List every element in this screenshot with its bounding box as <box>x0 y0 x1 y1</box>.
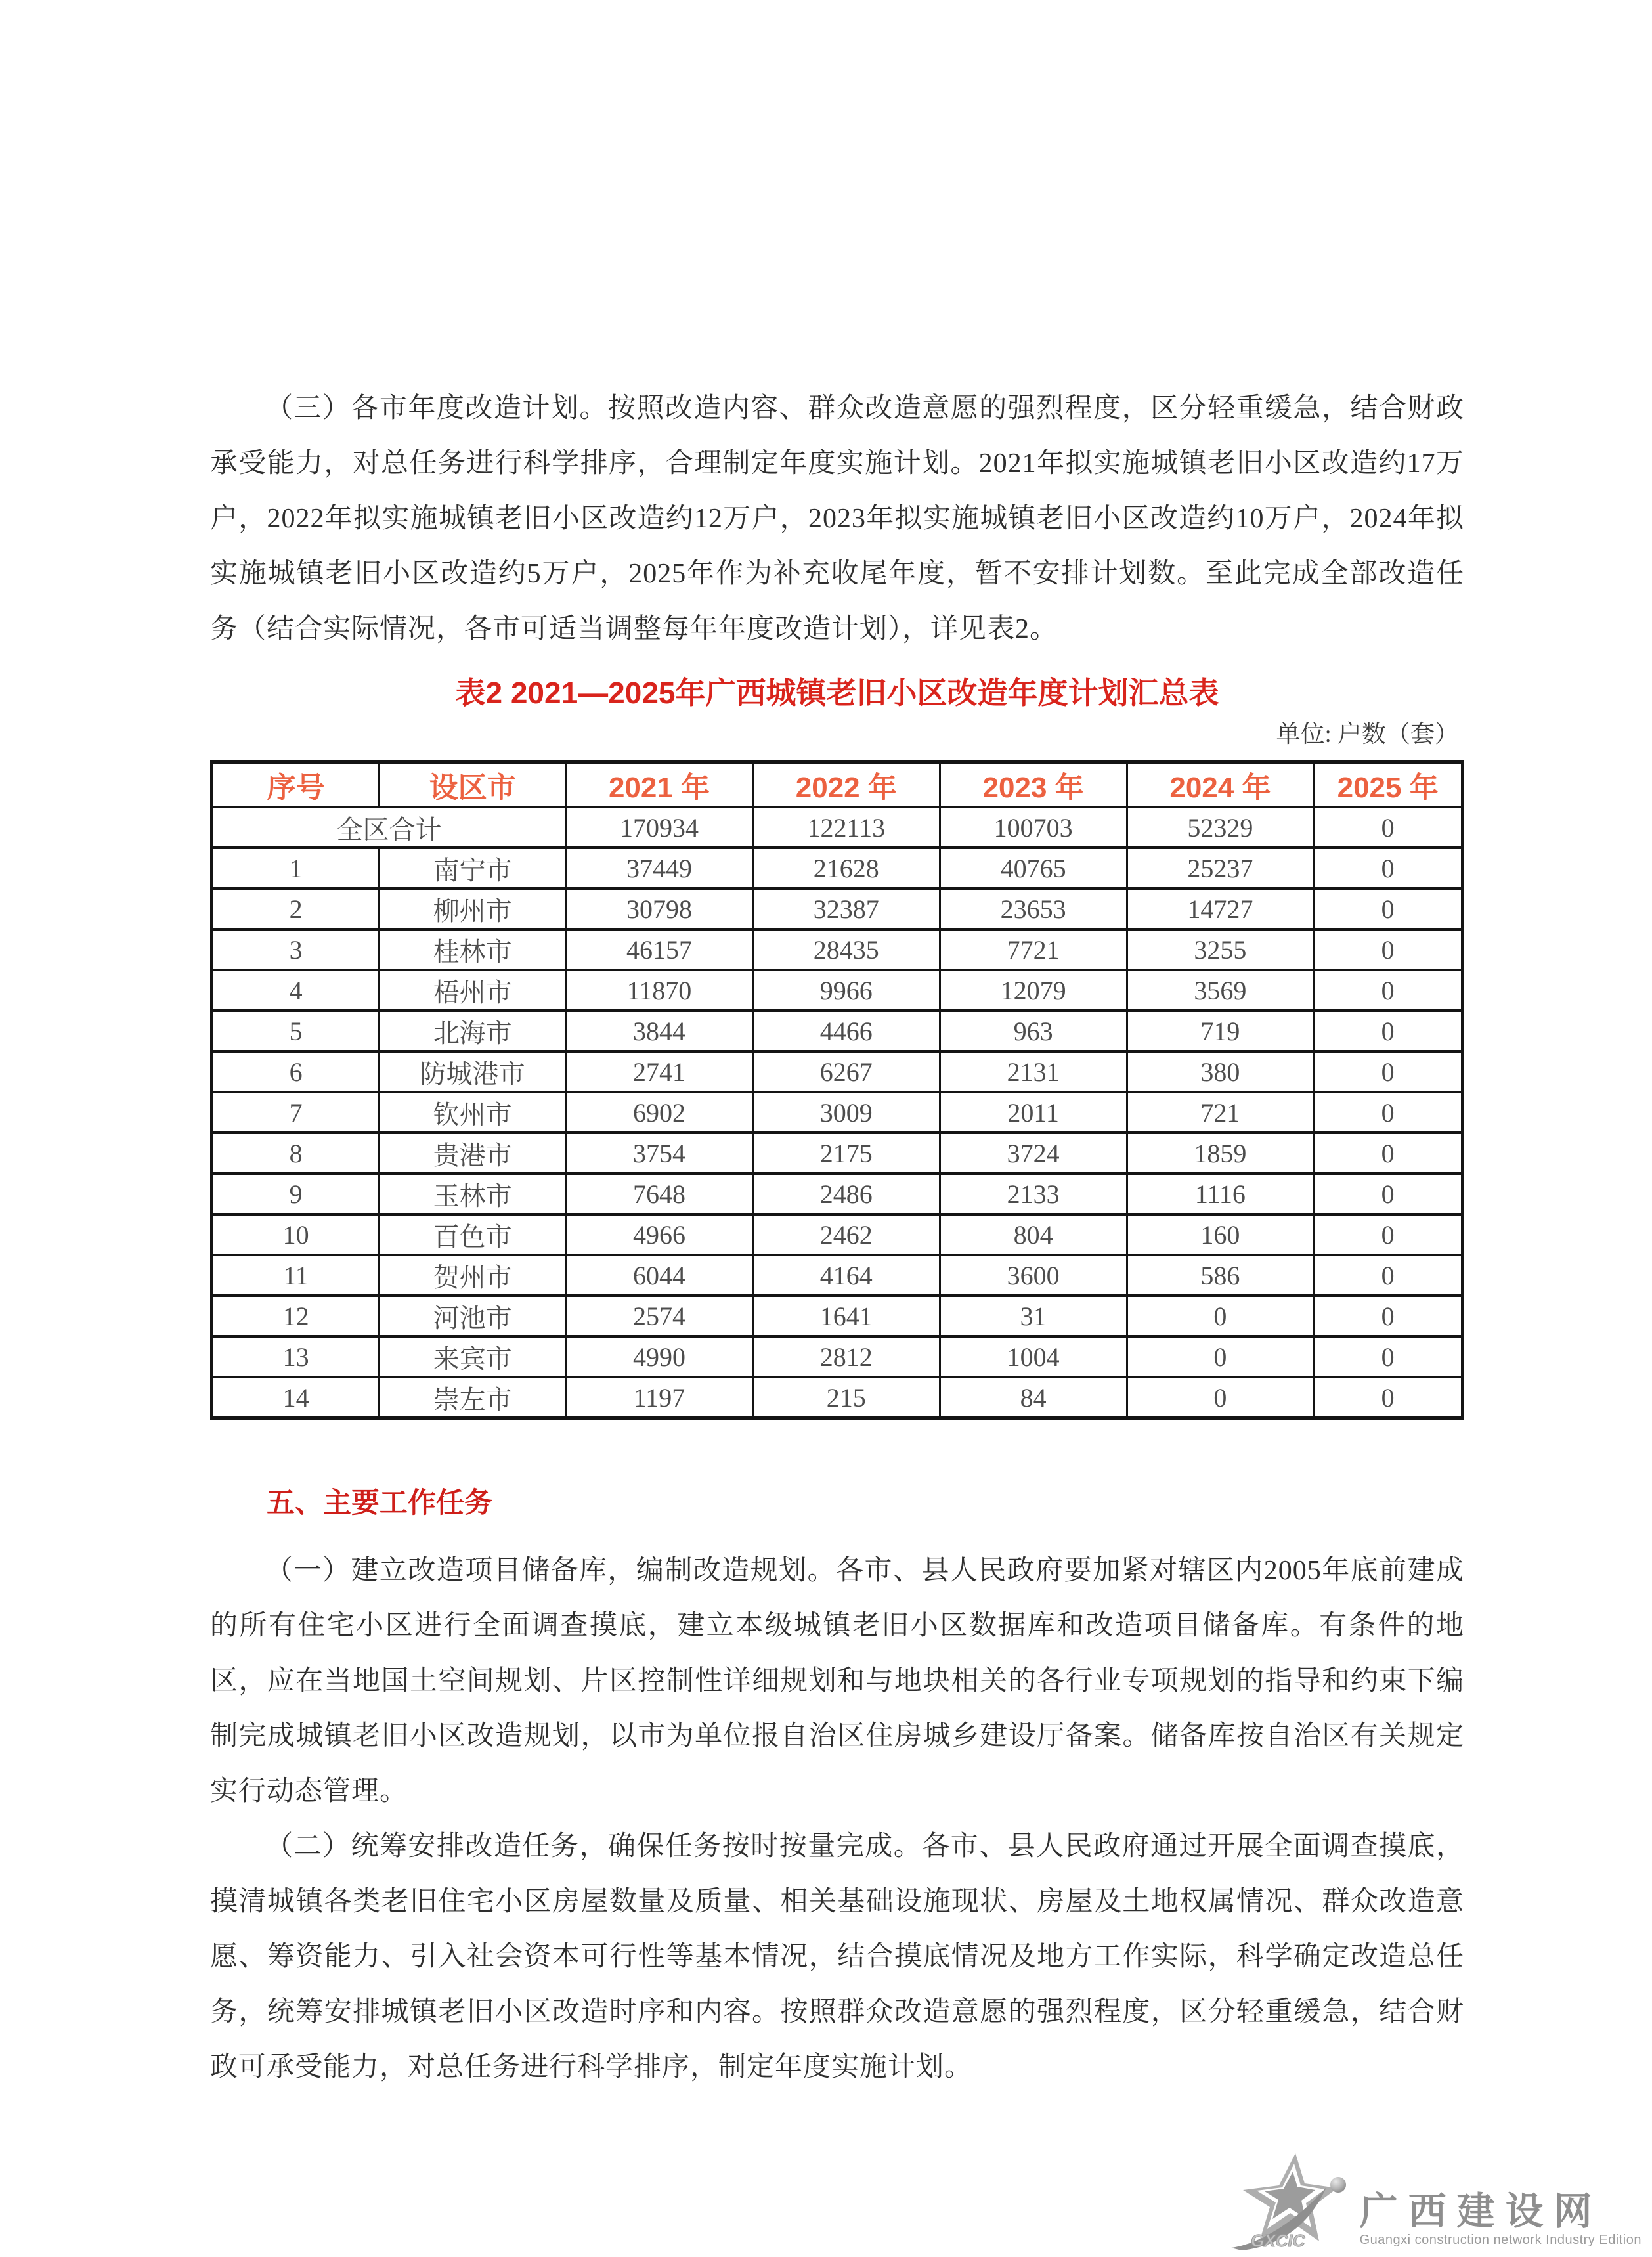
table-cell: 2462 <box>752 1214 940 1255</box>
table-cell: 3754 <box>566 1133 753 1173</box>
table-cell: 721 <box>1127 1092 1314 1133</box>
table-cell: 6267 <box>752 1051 940 1092</box>
table-cell: 9966 <box>752 970 940 1011</box>
table-cell: 2 <box>212 888 380 929</box>
table-unit-label: 单位: 户数（套） <box>1276 721 1459 748</box>
table-cell: 2812 <box>752 1336 940 1377</box>
column-header: 2025 年 <box>1314 762 1463 808</box>
table-cell: 8 <box>212 1133 380 1173</box>
table-cell: 14727 <box>1127 888 1314 929</box>
table-cell: 3255 <box>1127 929 1314 970</box>
gxcic-star-icon <box>1219 2151 1351 2250</box>
table-cell: 25237 <box>1127 848 1314 888</box>
table-cell: 1197 <box>566 1377 753 1418</box>
table-cell: 23653 <box>940 888 1127 929</box>
table-cell: 0 <box>1127 1377 1314 1418</box>
table-row <box>212 888 1463 929</box>
table-row <box>212 1092 1463 1133</box>
table-cell: 11 <box>212 1255 380 1296</box>
table-cell: 380 <box>1127 1051 1314 1092</box>
table-cell: 百色市 <box>380 1214 566 1255</box>
table-row <box>212 1255 1463 1296</box>
table-row <box>212 929 1463 970</box>
table-row <box>212 1011 1463 1051</box>
table-cell: 1 <box>212 848 380 888</box>
table-cell: 6902 <box>566 1092 753 1133</box>
table-cell: 0 <box>1314 1011 1463 1051</box>
column-header: 序号 <box>212 762 380 808</box>
table-cell: 0 <box>1314 1051 1463 1092</box>
table-cell: 52329 <box>1127 807 1314 848</box>
table-cell: 160 <box>1127 1214 1314 1255</box>
table-cell: 21628 <box>752 848 940 888</box>
table-row <box>212 1214 1463 1255</box>
table-cell: 4164 <box>752 1255 940 1296</box>
table-cell: 4990 <box>566 1336 753 1377</box>
table-cell: 100703 <box>940 807 1127 848</box>
table-cell: 3009 <box>752 1092 940 1133</box>
column-header: 2022 年 <box>752 762 940 808</box>
task-paragraph-one: （一）建立改造项目储备库，编制改造规划。各市、县人民政府要加紧对辖区内2005年底前建成的所有住宅小区进行全面调查摸底，建立本级城镇老旧小区数据库和改造项目储备库。有条件的地区，应在当地国土空间规划、片区控制性详细规划和与地块相关的各行业专项规划的指导和约束下编制完成城镇老旧小区改造规划，以市为单位报自治区住房城乡建设厅备案。储备库按自治区有关规定实行动态管理。 <box>210 1556 1464 1807</box>
table-cell: 5 <box>212 1011 380 1051</box>
table-cell: 钦州市 <box>380 1092 566 1133</box>
table-cell: 0 <box>1314 1092 1463 1133</box>
annual-plan-table <box>210 760 1464 1420</box>
table-cell: 170934 <box>566 807 753 848</box>
table-cell: 84 <box>940 1377 1127 1418</box>
table-cell: 0 <box>1314 1133 1463 1173</box>
table-cell: 3724 <box>940 1133 1127 1173</box>
table-cell: 0 <box>1127 1336 1314 1377</box>
table-row <box>212 1051 1463 1092</box>
table-cell: 2133 <box>940 1173 1127 1214</box>
table-cell: 贵港市 <box>380 1133 566 1173</box>
table-cell: 586 <box>1127 1255 1314 1296</box>
table-cell: 3844 <box>566 1011 753 1051</box>
table-cell: 2011 <box>940 1092 1127 1133</box>
table-header-row <box>212 762 1463 808</box>
table-cell: 7 <box>212 1092 380 1133</box>
table-cell: 32387 <box>752 888 940 929</box>
table-cell: 4 <box>212 970 380 1011</box>
table-cell: 11870 <box>566 970 753 1011</box>
table-cell: 0 <box>1314 1336 1463 1377</box>
table-cell: 崇左市 <box>380 1377 566 1418</box>
table-cell: 0 <box>1314 1214 1463 1255</box>
table-cell: 0 <box>1314 807 1463 848</box>
table-cell: 1859 <box>1127 1133 1314 1173</box>
table-row <box>212 1173 1463 1214</box>
table-cell: 719 <box>1127 1011 1314 1051</box>
table-cell: 1004 <box>940 1336 1127 1377</box>
table-cell: 梧州市 <box>380 970 566 1011</box>
table-cell: 2741 <box>566 1051 753 1092</box>
table-cell: 3 <box>212 929 380 970</box>
column-header: 2021 年 <box>566 762 753 808</box>
table-cell: 122113 <box>752 807 940 848</box>
table-cell: 46157 <box>566 929 753 970</box>
site-watermark-logo <box>1219 2151 1641 2250</box>
logo-name-en: Guangxi construction network Industry Edition <box>1359 2233 1641 2247</box>
table-cell: 桂林市 <box>380 929 566 970</box>
table-cell: 7721 <box>940 929 1127 970</box>
table-cell: 28435 <box>752 929 940 970</box>
table-cell: 0 <box>1314 929 1463 970</box>
table-cell: 0 <box>1314 970 1463 1011</box>
logo-text-block <box>1360 2191 1641 2250</box>
table-cell: 12 <box>212 1296 380 1336</box>
table-cell: 0 <box>1314 1255 1463 1296</box>
column-header: 2024 年 <box>1127 762 1314 808</box>
table-row <box>212 1296 1463 1336</box>
table-cell: 4466 <box>752 1011 940 1051</box>
table-cell: 2131 <box>940 1051 1127 1092</box>
table-cell: 2574 <box>566 1296 753 1336</box>
table-cell: 13 <box>212 1336 380 1377</box>
table-cell: 31 <box>940 1296 1127 1336</box>
table-cell: 4966 <box>566 1214 753 1255</box>
table-cell: 河池市 <box>380 1296 566 1336</box>
table-cell: 0 <box>1314 888 1463 929</box>
table-row <box>212 970 1463 1011</box>
table-cell: 6044 <box>566 1255 753 1296</box>
table-cell: 2486 <box>752 1173 940 1214</box>
section-heading: 五、主要工作任务 <box>267 1488 492 1519</box>
table-row <box>212 848 1463 888</box>
table-cell: 14 <box>212 1377 380 1418</box>
table-cell: 南宁市 <box>380 848 566 888</box>
table-cell: 0 <box>1314 1173 1463 1214</box>
table-cell: 30798 <box>566 888 753 929</box>
table-cell: 12079 <box>940 970 1127 1011</box>
table-cell: 1116 <box>1127 1173 1314 1214</box>
table-cell: 1641 <box>752 1296 940 1336</box>
table-row <box>212 1377 1463 1418</box>
table-cell: 0 <box>1314 1377 1463 1418</box>
table-cell: 柳州市 <box>380 888 566 929</box>
table-cell: 北海市 <box>380 1011 566 1051</box>
table-cell: 0 <box>1127 1296 1314 1336</box>
logo-name-cn: 广西建设网 <box>1359 2190 1603 2233</box>
table-cell: 3569 <box>1127 970 1314 1011</box>
table-cell: 来宾市 <box>380 1336 566 1377</box>
table-cell: 防城港市 <box>380 1051 566 1092</box>
table-body <box>212 807 1463 1418</box>
intro-paragraph: （三）各市年度改造计划。按照改造内容、群众改造意愿的强烈程度，区分轻重缓急，结合财政承受能力，对总任务进行科学排序，合理制定年度实施计划。2021年拟实施城镇老旧小区改造约17万户，2022年拟实施城镇老旧小区改造约12万户，2023年拟实施城镇老旧小区改造约10万户，2024年拟实施城镇老旧小区改造约5万户，2025年作为补充收尾年度，暂不安排计划数。至此完成全部改造任务（结合实际情况，各市可适当调整每年年度改造计划），详见表2。 <box>210 393 1464 644</box>
table-cell: 玉林市 <box>380 1173 566 1214</box>
column-header: 设区市 <box>380 762 566 808</box>
table-cell: 215 <box>752 1377 940 1418</box>
table-cell: 0 <box>1314 1296 1463 1336</box>
table-cell: 40765 <box>940 848 1127 888</box>
table-cell: 7648 <box>566 1173 753 1214</box>
table-cell: 804 <box>940 1214 1127 1255</box>
table-cell: 贺州市 <box>380 1255 566 1296</box>
table-cell: 全区合计 <box>212 807 566 848</box>
table-cell: 37449 <box>566 848 753 888</box>
table-cell: 10 <box>212 1214 380 1255</box>
column-header: 2023 年 <box>940 762 1127 808</box>
task-paragraph-two: （二）统筹安排改造任务，确保任务按时按量完成。各市、县人民政府通过开展全面调查摸底，摸清城镇各类老旧住宅小区房屋数量及质量、相关基础设施现状、房屋及土地权属情况、群众改造意愿、筹资能力、引入社会资本可行性等基本情况，结合摸底情况及地方工作实际，科学确定改造总任务，统筹安排城镇老旧小区改造时序和内容。按照群众改造意愿的强烈程度，区分轻重缓急，结合财政可承受能力，对总任务进行科学排序，制定年度实施计划。 <box>210 1831 1464 2082</box>
table-cell: 9 <box>212 1173 380 1214</box>
table-row-total <box>212 807 1463 848</box>
table-cell: 6 <box>212 1051 380 1092</box>
gxcic-acronym: GXCIC <box>1250 2231 1305 2250</box>
table-cell: 963 <box>940 1011 1127 1051</box>
table-cell: 2175 <box>752 1133 940 1173</box>
table-row <box>212 1133 1463 1173</box>
table-cell: 3600 <box>940 1255 1127 1296</box>
table-row <box>212 1336 1463 1377</box>
table-title: 表2 2021—2025年广西城镇老旧小区改造年度计划汇总表 <box>455 676 1219 710</box>
table-cell: 0 <box>1314 848 1463 888</box>
